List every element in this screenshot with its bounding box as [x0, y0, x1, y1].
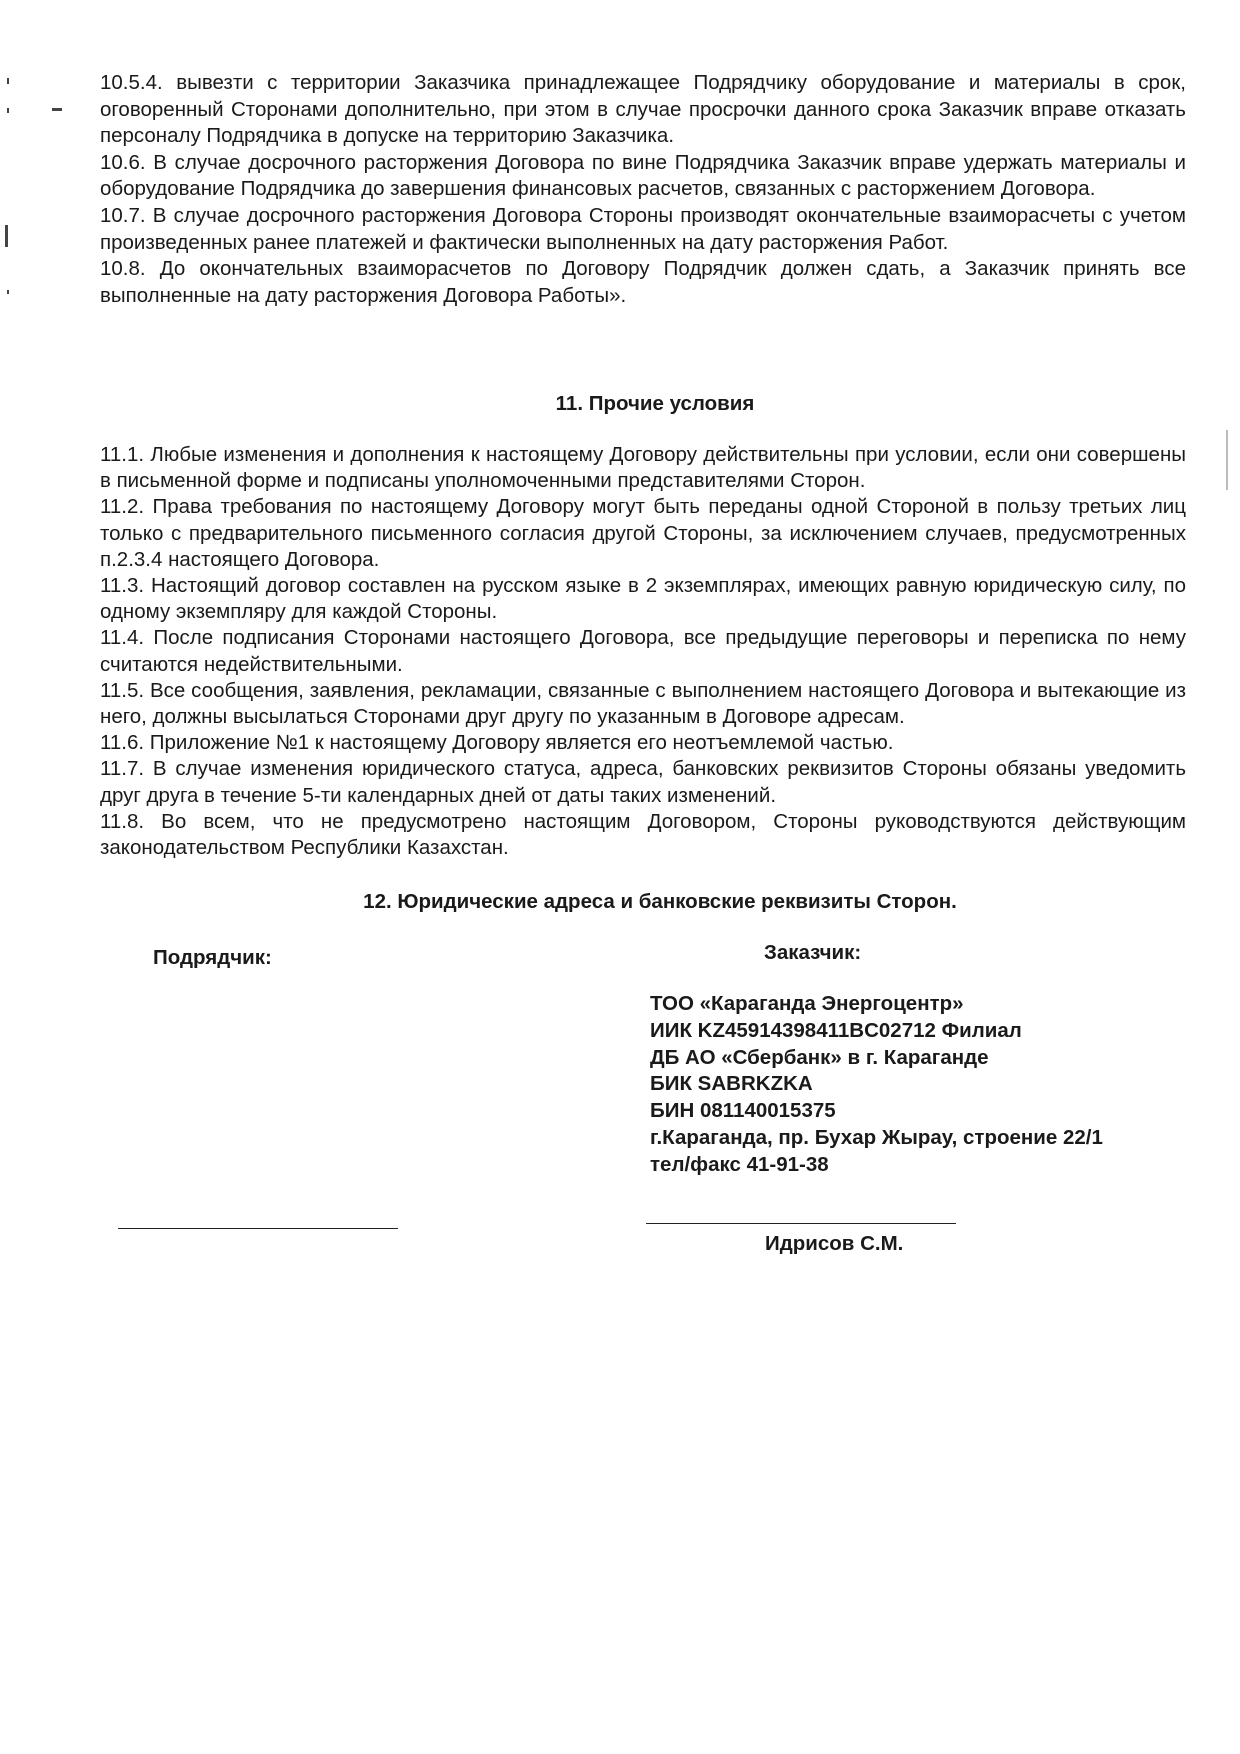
customer-phone-fax: тел/факс 41-91-38 [650, 1152, 829, 1176]
section-10-text [100, 70, 1186, 309]
customer-bank: ДБ АО «Сбербанк» в г. Караганде [650, 1045, 989, 1069]
clause-10-6: 10.6. В случае досрочного расторжения Договора по вине Подрядчика Заказчик вправе удержать материалы и оборудование Подрядчика до завершения финансовых расчетов, связанных с расторжением Договора. [100, 150, 1186, 201]
customer-bik: БИК SABRKZKA [650, 1072, 813, 1096]
clause-11-1: 11.1. Любые изменения и дополнения к настоящему Договору действительны при условии, если они совершены в письменной форме и подписаны уполномоченными представителями Сторон. [100, 443, 1186, 493]
section-11-text [100, 442, 1186, 861]
customer-signature-line [646, 1223, 956, 1224]
clause-11-2: 11.2. Права требования по настоящему Договору могут быть переданы одной Стороной в пользу третьих лиц только с предварительного письменного согласия другой Стороны, за исключением случаев, предусмотренных п.2.3.4 настоящего Договора. [100, 495, 1186, 571]
clause-11-5: 11.5. Все сообщения, заявления, рекламации, связанные с выполнением настоящего Договора и вытекающие из него, должны высылаться Сторонами друг другу по указанным в Договоре адресам. [100, 678, 1186, 729]
clause-11-6: 11.6. Приложение №1 к настоящему Договору является его неотъемлемой частью. [100, 731, 894, 755]
customer-label: Заказчик: [764, 941, 862, 964]
clause-10-5-4: 10.5.4. вывезти с территории Заказчика принадлежащее Подрядчику оборудование и материалы в срок, оговоренный Сторонами дополнительно, при этом в случае просрочки данного срока Заказчик вправе отказать персоналу Подрядчика в допуске на территорию Заказчика. [100, 71, 1186, 148]
clause-10-8: 10.8. До окончательных взаиморасчетов по Договору Подрядчик должен сдать, а Заказчик принять все выполненные на дату расторжения Договора Работы». [100, 257, 1186, 307]
scan-artifact [7, 108, 9, 113]
scan-artifact [1226, 430, 1228, 490]
scan-artifact [52, 108, 62, 111]
customer-address: г.Караганда, пр. Бухар Жырау, строение 22/1 [650, 1125, 1103, 1149]
customer-signatory-name: Идрисов С.М. [765, 1232, 904, 1255]
contractor-signature-line [118, 1228, 398, 1229]
section-12-title: 12. Юридические адреса и банковские реквизиты Сторон. [363, 890, 957, 913]
clause-10-7: 10.7. В случае досрочного расторжения Договора Стороны производят окончательные взаиморасчеты с учетом произведенных ранее платежей и фактически выполненных на дату расторжения Работ. [100, 203, 1186, 254]
section-11-title: 11. Прочие условия [555, 392, 755, 415]
clause-11-3: 11.3. Настоящий договор составлен на русском языке в 2 экземплярах, имеющих равную юридическую силу, по одному экземпляру для каждой Стороны. [100, 574, 1186, 624]
contractor-label: Подрядчик: [153, 946, 272, 969]
customer-bin: БИН 081140015375 [650, 1099, 836, 1123]
scan-artifact [7, 78, 9, 84]
customer-company-name: ТОО «Караганда Энергоцентр» [650, 992, 964, 1015]
scan-artifact [7, 290, 9, 294]
customer-iik: ИИК KZ45914398411BC02712 Филиал [650, 1018, 1022, 1042]
clause-11-7: 11.7. В случае изменения юридического статуса, адреса, банковских реквизитов Стороны обязаны уведомить друг друга в течение 5-ти календарных дней от даты таких изменений. [100, 757, 1186, 807]
clause-11-4: 11.4. После подписания Сторонами настоящего Договора, все предыдущие переговоры и переписка по нему считаются недействительными. [100, 626, 1186, 676]
customer-requisites [650, 991, 1103, 1179]
clause-11-8: 11.8. Во всем, что не предусмотрено настоящим Договором, Стороны руководствуются действующим законодательством Республики Казахстан. [100, 809, 1186, 860]
scan-artifact [5, 225, 8, 247]
